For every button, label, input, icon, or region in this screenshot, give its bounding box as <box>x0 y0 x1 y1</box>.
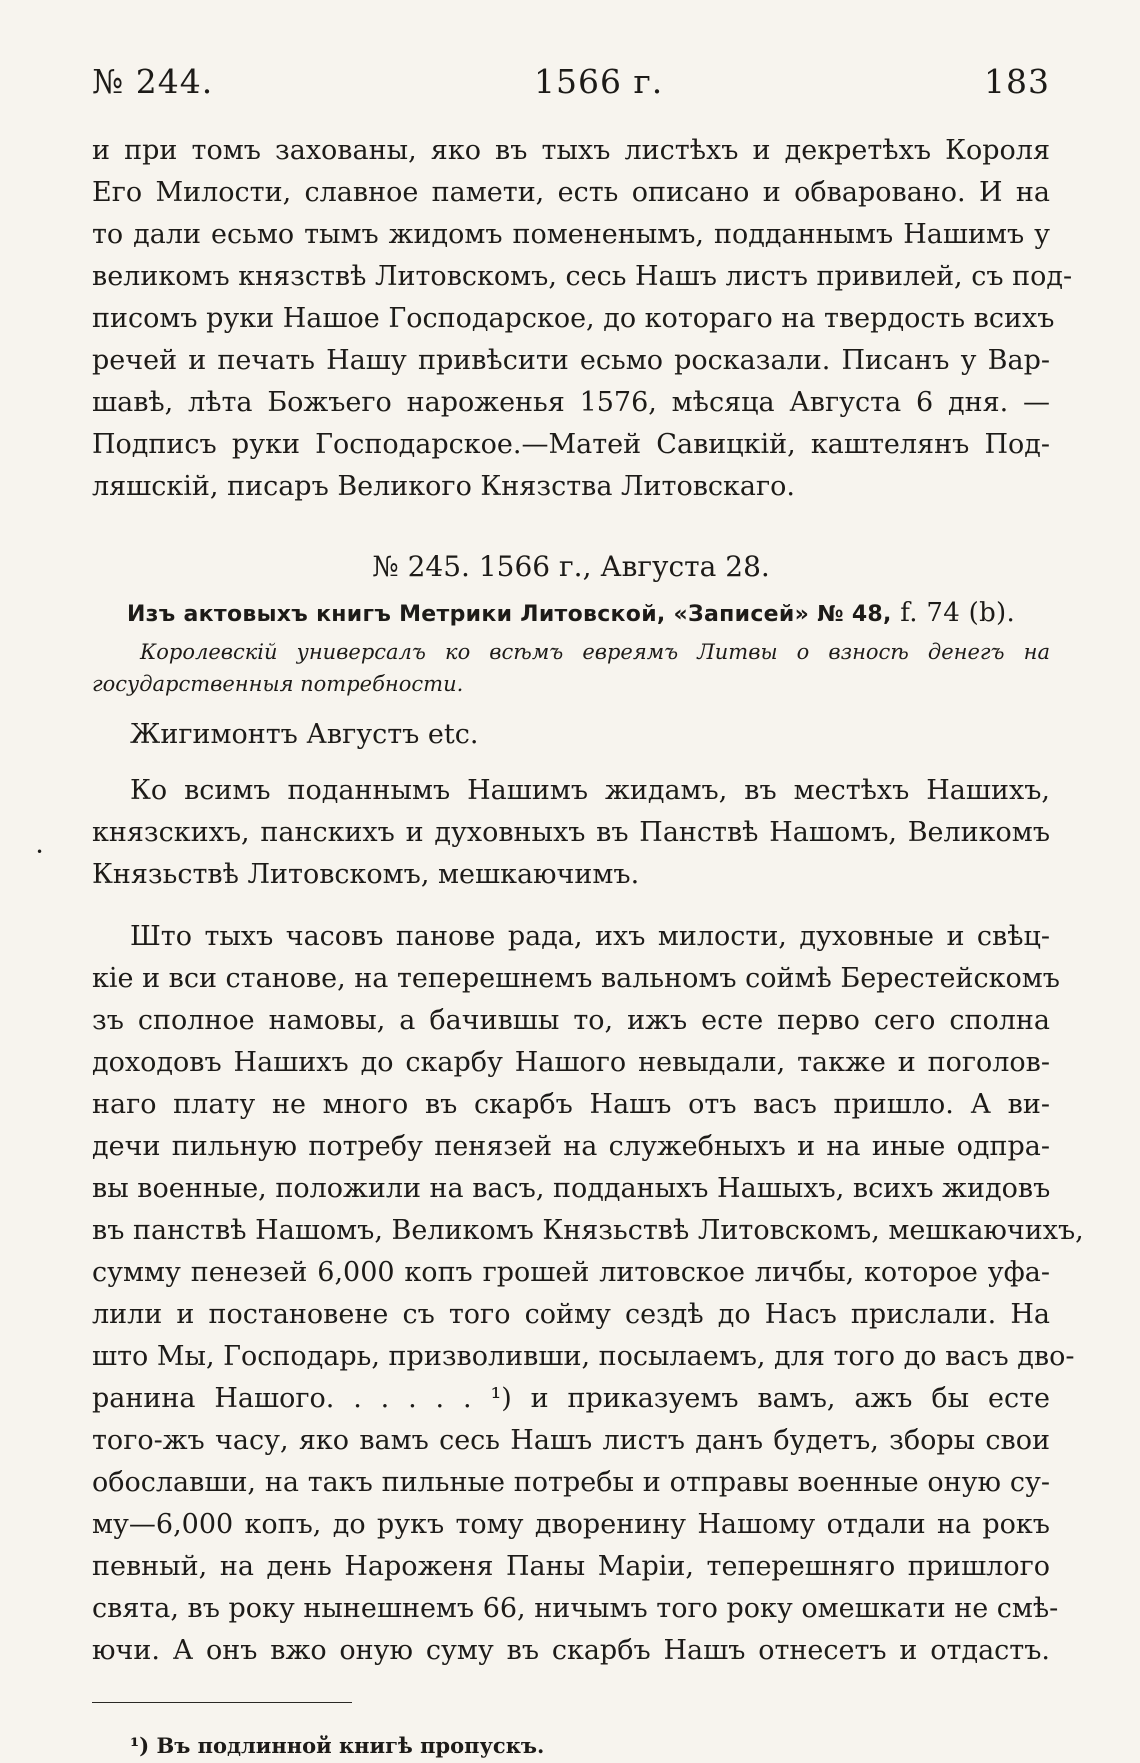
text-line: Князьствѣ Литовскомъ, мешкаючимъ. <box>92 859 640 890</box>
address-paragraph <box>92 770 1050 896</box>
text-line: шавѣ, лѣта Божъего нароженья 1576, мѣсяца Августа 6 дня. — <box>92 387 1050 418</box>
text-line: въ панствѣ Нашомъ, Великомъ Князьствѣ Литовскомъ, мешкаючихъ, <box>92 1215 1084 1246</box>
document-source <box>92 594 1050 632</box>
margin-mark: • <box>36 845 44 859</box>
summary-line: Королевскій универсалъ ко всѣмъ евреямъ Литвы о взносѣ денегъ на <box>140 640 1050 664</box>
text-line: што Мы, Господарь, призволивши, посылаемъ, для того до васъ дво- <box>92 1341 1075 1372</box>
text-line: зъ сполное намовы, а бачившы то, ижъ есте перво сего сполна <box>92 1005 1050 1036</box>
text-line: писомъ руки Нашое Господарское, до котораго на твердость всихъ <box>92 303 1055 334</box>
text-line: ранина Нашого. . . . . . ¹) и приказуемъ вамъ, ажъ бы есте <box>92 1383 1050 1414</box>
text-line: того-жъ часу, яко вамъ сесь Нашъ листъ данъ будетъ, зборы свои <box>92 1425 1050 1456</box>
footnote: ¹) Въ подлинной книгѣ пропускъ. <box>130 1733 545 1758</box>
previous-document-text <box>92 130 1073 508</box>
text-line: певный, на день Нароженя Паны Маріи, теперешняго пришлого <box>92 1551 1050 1582</box>
text-line: наго плату не много въ скарбъ Нашъ отъ васъ пришло. А ви- <box>92 1089 1050 1120</box>
header-doc-number: № 244. <box>92 62 214 101</box>
text-line: ючи. А онъ вжо оную суму въ скарбъ Нашъ отнесетъ и отдастъ. <box>92 1635 1050 1666</box>
text-line: сумму пенезей 6,000 копъ грошей литовское личбы, которое уфа- <box>92 1257 1050 1288</box>
text-line: му—6,000 копъ, до рукъ тому дворенину Нашому отдали на рокъ <box>92 1509 1050 1540</box>
text-line: и при томъ захованы, яко въ тыхъ листѣхъ и декретѣхъ Короля <box>92 135 1050 166</box>
text-line: великомъ князствѣ Литовскомъ, сесь Нашъ листъ привилей, съ под- <box>92 261 1073 292</box>
text-line: вы военные, положили на васъ, подданыхъ Нашыхъ, всихъ жидовъ <box>92 1173 1051 1204</box>
text-line: речей и печать Нашу привѣсити есьмо росказали. Писанъ у Вар- <box>92 345 1050 376</box>
text-line: кіе и вси станове, на теперешнемъ вальномъ соймѣ Берестейскомъ <box>92 963 1060 994</box>
text-line: Ко всимъ поданнымъ Нашимъ жидамъ, въ местѣхъ Нашихъ, <box>130 775 1050 806</box>
text-line: ляшскій, писаръ Великого Князства Литовскаго. <box>92 471 796 502</box>
text-line: обославши, на такъ пильные потребы и отправы военные оную су- <box>92 1467 1050 1498</box>
footnote-rule <box>92 1702 352 1703</box>
summary-line: государственныя потребности. <box>92 672 464 696</box>
text-line: Его Милости, славное памети, есть описано и обваровано. И на <box>92 177 1050 208</box>
text-line: свята, въ року нынешнемъ 66, ничымъ того року омешкати не смѣ- <box>92 1593 1059 1624</box>
document-summary <box>92 636 1050 700</box>
header-year: 1566 г. <box>533 62 664 101</box>
text-line: князскихъ, панскихъ и духовныхъ въ Панствѣ Нашомъ, Великомъ <box>92 817 1050 848</box>
text-line: то дали есьмо тымъ жидомъ помененымъ, подданнымъ Нашимъ у <box>92 219 1050 250</box>
text-line: доходовъ Нашихъ до скарбу Нашого невыдали, также и поголов- <box>92 1047 1050 1078</box>
salutation: Жигимонтъ Августъ etc. <box>130 719 479 750</box>
text-line: дечи пильную потребу пенязей на служебныхъ и на иные одпра- <box>92 1131 1050 1162</box>
running-head <box>92 62 1050 122</box>
text-line: Што тыхъ часовъ панове рада, ихъ милости, духовные и свѣц- <box>130 921 1050 952</box>
text-line: лили и постановене съ того сойму сездѣ до Насъ прислали. На <box>92 1299 1050 1330</box>
source-text: Изъ актовыхъ книгъ Метрики Литовской, «Записей» № 48, <box>126 602 892 627</box>
header-page-number: 183 <box>984 62 1050 101</box>
document-heading: № 245. 1566 г., Августа 28. <box>372 550 770 583</box>
body-paragraph <box>92 916 1084 1672</box>
text-line: Подписъ руки Господарское.—Матей Савицкій, каштелянъ Под- <box>92 429 1050 460</box>
folio-ref: f. 74 (b). <box>891 598 1016 628</box>
